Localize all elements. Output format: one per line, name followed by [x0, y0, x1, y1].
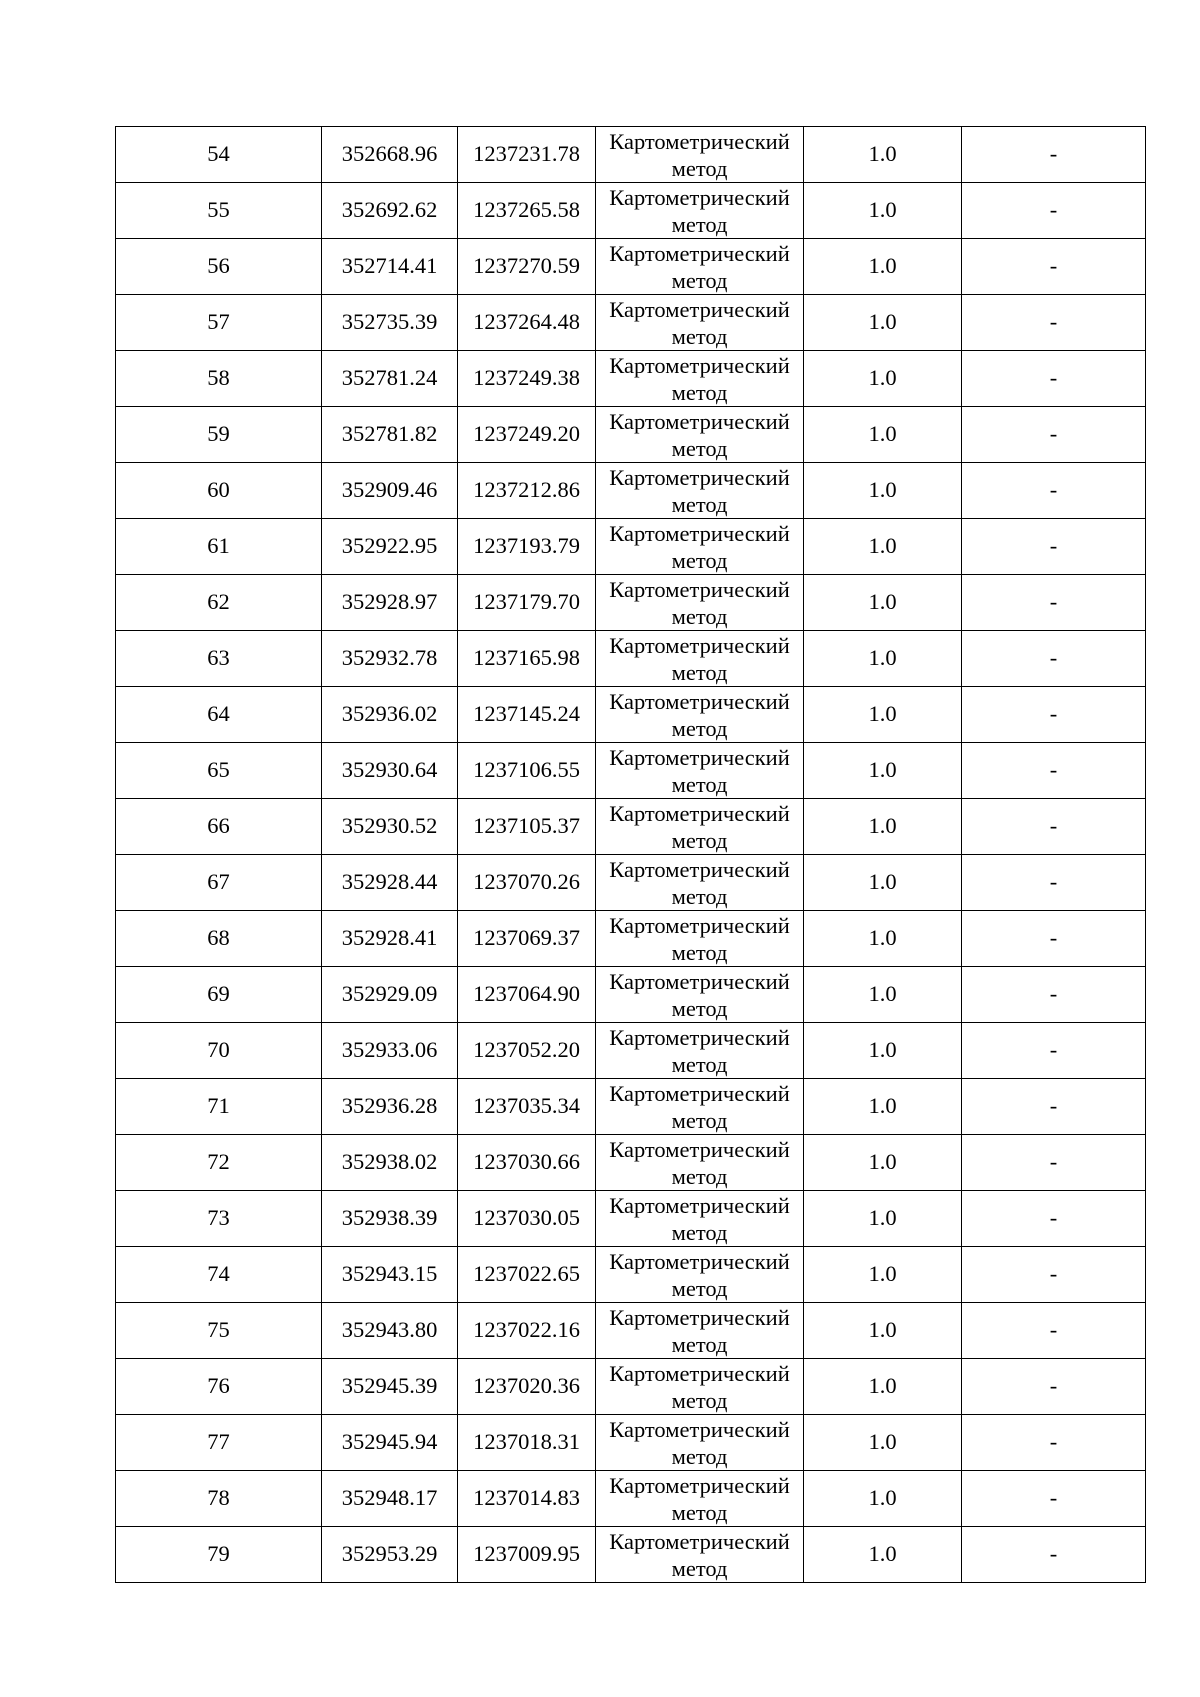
- method-line-1: Картометрический: [609, 129, 790, 154]
- point-number-cell: 64: [116, 687, 322, 743]
- table-row: [116, 911, 1146, 967]
- method-cell: [596, 855, 804, 911]
- point-number-cell: 75: [116, 1303, 322, 1359]
- method-cell: [596, 1079, 804, 1135]
- accuracy-cell: 1.0: [804, 1527, 962, 1583]
- y-coordinate-cell: 1237069.37: [458, 911, 596, 967]
- accuracy-cell: 1.0: [804, 575, 962, 631]
- table-row: [116, 407, 1146, 463]
- y-coordinate-cell: 1237022.16: [458, 1303, 596, 1359]
- y-coordinate-cell: 1237070.26: [458, 855, 596, 911]
- point-number-cell: 67: [116, 855, 322, 911]
- coordinates-table: [115, 126, 1146, 1583]
- note-cell: -: [962, 1415, 1146, 1471]
- y-coordinate-cell: 1237052.20: [458, 1023, 596, 1079]
- method-cell: [596, 239, 804, 295]
- method-line-2: метод: [671, 1332, 728, 1357]
- point-number-cell: 65: [116, 743, 322, 799]
- x-coordinate-cell: 352943.80: [322, 1303, 458, 1359]
- method-line-2: метод: [671, 772, 728, 797]
- note-cell: -: [962, 1359, 1146, 1415]
- x-coordinate-cell: 352948.17: [322, 1471, 458, 1527]
- y-coordinate-cell: 1237105.37: [458, 799, 596, 855]
- note-cell: -: [962, 127, 1146, 183]
- point-number-cell: 63: [116, 631, 322, 687]
- accuracy-cell: 1.0: [804, 1303, 962, 1359]
- x-coordinate-cell: 352928.97: [322, 575, 458, 631]
- y-coordinate-cell: 1237106.55: [458, 743, 596, 799]
- y-coordinate-cell: 1237264.48: [458, 295, 596, 351]
- accuracy-cell: 1.0: [804, 127, 962, 183]
- method-cell: [596, 1303, 804, 1359]
- method-line-1: Картометрический: [609, 745, 790, 770]
- method-line-2: метод: [671, 212, 728, 237]
- method-line-1: Картометрический: [609, 1305, 790, 1330]
- method-cell: [596, 575, 804, 631]
- method-line-2: метод: [671, 380, 728, 405]
- x-coordinate-cell: 352953.29: [322, 1527, 458, 1583]
- method-line-2: метод: [671, 324, 728, 349]
- x-coordinate-cell: 352936.02: [322, 687, 458, 743]
- x-coordinate-cell: 352930.64: [322, 743, 458, 799]
- table-row: [116, 631, 1146, 687]
- method-cell: [596, 519, 804, 575]
- point-number-cell: 57: [116, 295, 322, 351]
- method-cell: [596, 463, 804, 519]
- table-row: [116, 1359, 1146, 1415]
- note-cell: -: [962, 1303, 1146, 1359]
- method-cell: [596, 1359, 804, 1415]
- method-cell: [596, 183, 804, 239]
- method-line-1: Картометрический: [609, 969, 790, 994]
- table-row: [116, 687, 1146, 743]
- table-row: [116, 1023, 1146, 1079]
- y-coordinate-cell: 1237193.79: [458, 519, 596, 575]
- method-line-2: метод: [671, 156, 728, 181]
- note-cell: -: [962, 1527, 1146, 1583]
- note-cell: -: [962, 1191, 1146, 1247]
- note-cell: -: [962, 799, 1146, 855]
- method-line-2: метод: [671, 828, 728, 853]
- table-row: [116, 1303, 1146, 1359]
- accuracy-cell: 1.0: [804, 1359, 962, 1415]
- method-cell: [596, 127, 804, 183]
- note-cell: -: [962, 183, 1146, 239]
- note-cell: -: [962, 1079, 1146, 1135]
- x-coordinate-cell: 352938.02: [322, 1135, 458, 1191]
- accuracy-cell: 1.0: [804, 463, 962, 519]
- method-line-1: Картометрический: [609, 185, 790, 210]
- table-row: [116, 1135, 1146, 1191]
- method-line-1: Картометрический: [609, 1137, 790, 1162]
- method-cell: [596, 295, 804, 351]
- accuracy-cell: 1.0: [804, 295, 962, 351]
- x-coordinate-cell: 352945.94: [322, 1415, 458, 1471]
- x-coordinate-cell: 352714.41: [322, 239, 458, 295]
- method-cell: [596, 631, 804, 687]
- point-number-cell: 60: [116, 463, 322, 519]
- y-coordinate-cell: 1237265.58: [458, 183, 596, 239]
- x-coordinate-cell: 352928.44: [322, 855, 458, 911]
- point-number-cell: 69: [116, 967, 322, 1023]
- y-coordinate-cell: 1237009.95: [458, 1527, 596, 1583]
- method-line-1: Картометрический: [609, 913, 790, 938]
- method-line-1: Картометрический: [609, 577, 790, 602]
- table-row: [116, 1415, 1146, 1471]
- x-coordinate-cell: 352781.24: [322, 351, 458, 407]
- x-coordinate-cell: 352928.41: [322, 911, 458, 967]
- method-cell: [596, 687, 804, 743]
- method-line-1: Картометрический: [609, 353, 790, 378]
- y-coordinate-cell: 1237020.36: [458, 1359, 596, 1415]
- accuracy-cell: 1.0: [804, 1471, 962, 1527]
- accuracy-cell: 1.0: [804, 687, 962, 743]
- method-cell: [596, 1191, 804, 1247]
- table-row: [116, 183, 1146, 239]
- x-coordinate-cell: 352922.95: [322, 519, 458, 575]
- method-line-1: Картометрический: [609, 1025, 790, 1050]
- x-coordinate-cell: 352781.82: [322, 407, 458, 463]
- y-coordinate-cell: 1237165.98: [458, 631, 596, 687]
- method-cell: [596, 743, 804, 799]
- point-number-cell: 59: [116, 407, 322, 463]
- table-row: [116, 1527, 1146, 1583]
- method-line-2: метод: [671, 1164, 728, 1189]
- x-coordinate-cell: 352943.15: [322, 1247, 458, 1303]
- method-cell: [596, 1135, 804, 1191]
- table-row: [116, 295, 1146, 351]
- method-cell: [596, 911, 804, 967]
- point-number-cell: 58: [116, 351, 322, 407]
- point-number-cell: 77: [116, 1415, 322, 1471]
- method-cell: [596, 1247, 804, 1303]
- accuracy-cell: 1.0: [804, 1135, 962, 1191]
- method-line-2: метод: [671, 1052, 728, 1077]
- point-number-cell: 70: [116, 1023, 322, 1079]
- point-number-cell: 71: [116, 1079, 322, 1135]
- method-line-2: метод: [671, 716, 728, 741]
- table-row: [116, 1247, 1146, 1303]
- method-cell: [596, 1471, 804, 1527]
- table-row: [116, 799, 1146, 855]
- table-row: [116, 239, 1146, 295]
- method-line-2: метод: [671, 1220, 728, 1245]
- note-cell: -: [962, 575, 1146, 631]
- note-cell: -: [962, 967, 1146, 1023]
- point-number-cell: 72: [116, 1135, 322, 1191]
- table-row: [116, 519, 1146, 575]
- accuracy-cell: 1.0: [804, 1191, 962, 1247]
- accuracy-cell: 1.0: [804, 631, 962, 687]
- point-number-cell: 61: [116, 519, 322, 575]
- point-number-cell: 62: [116, 575, 322, 631]
- x-coordinate-cell: 352936.28: [322, 1079, 458, 1135]
- method-line-1: Картометрический: [609, 857, 790, 882]
- method-line-2: метод: [671, 1444, 728, 1469]
- point-number-cell: 79: [116, 1527, 322, 1583]
- point-number-cell: 68: [116, 911, 322, 967]
- method-line-2: метод: [671, 604, 728, 629]
- accuracy-cell: 1.0: [804, 183, 962, 239]
- note-cell: -: [962, 855, 1146, 911]
- y-coordinate-cell: 1237035.34: [458, 1079, 596, 1135]
- table-row: [116, 967, 1146, 1023]
- accuracy-cell: 1.0: [804, 743, 962, 799]
- y-coordinate-cell: 1237030.66: [458, 1135, 596, 1191]
- method-line-2: метод: [671, 492, 728, 517]
- note-cell: -: [962, 239, 1146, 295]
- method-cell: [596, 1415, 804, 1471]
- method-cell: [596, 351, 804, 407]
- method-line-1: Картометрический: [609, 1193, 790, 1218]
- point-number-cell: 66: [116, 799, 322, 855]
- method-cell: [596, 1527, 804, 1583]
- note-cell: -: [962, 295, 1146, 351]
- x-coordinate-cell: 352692.62: [322, 183, 458, 239]
- accuracy-cell: 1.0: [804, 239, 962, 295]
- method-line-1: Картометрический: [609, 409, 790, 434]
- table-row: [116, 575, 1146, 631]
- method-line-2: метод: [671, 996, 728, 1021]
- table-row: [116, 743, 1146, 799]
- method-line-1: Картометрический: [609, 1473, 790, 1498]
- method-line-1: Картометрический: [609, 1081, 790, 1106]
- accuracy-cell: 1.0: [804, 855, 962, 911]
- accuracy-cell: 1.0: [804, 1023, 962, 1079]
- method-line-1: Картометрический: [609, 521, 790, 546]
- method-line-1: Картометрический: [609, 1249, 790, 1274]
- note-cell: -: [962, 519, 1146, 575]
- table-row: [116, 1471, 1146, 1527]
- method-line-2: метод: [671, 1556, 728, 1581]
- accuracy-cell: 1.0: [804, 1415, 962, 1471]
- method-line-2: метод: [671, 436, 728, 461]
- note-cell: -: [962, 1023, 1146, 1079]
- accuracy-cell: 1.0: [804, 967, 962, 1023]
- table-row: [116, 1079, 1146, 1135]
- note-cell: -: [962, 1471, 1146, 1527]
- table-row: [116, 855, 1146, 911]
- x-coordinate-cell: 352735.39: [322, 295, 458, 351]
- point-number-cell: 56: [116, 239, 322, 295]
- method-cell: [596, 1023, 804, 1079]
- note-cell: -: [962, 911, 1146, 967]
- y-coordinate-cell: 1237030.05: [458, 1191, 596, 1247]
- accuracy-cell: 1.0: [804, 407, 962, 463]
- y-coordinate-cell: 1237270.59: [458, 239, 596, 295]
- point-number-cell: 55: [116, 183, 322, 239]
- y-coordinate-cell: 1237179.70: [458, 575, 596, 631]
- method-line-2: метод: [671, 660, 728, 685]
- method-line-1: Картометрический: [609, 1361, 790, 1386]
- table-row: [116, 463, 1146, 519]
- method-cell: [596, 799, 804, 855]
- method-line-2: метод: [671, 1500, 728, 1525]
- method-line-2: метод: [671, 1108, 728, 1133]
- accuracy-cell: 1.0: [804, 1079, 962, 1135]
- method-line-2: метод: [671, 1388, 728, 1413]
- accuracy-cell: 1.0: [804, 799, 962, 855]
- accuracy-cell: 1.0: [804, 1247, 962, 1303]
- method-line-1: Картометрический: [609, 465, 790, 490]
- x-coordinate-cell: 352909.46: [322, 463, 458, 519]
- table-row: [116, 127, 1146, 183]
- y-coordinate-cell: 1237018.31: [458, 1415, 596, 1471]
- point-number-cell: 54: [116, 127, 322, 183]
- method-line-2: метод: [671, 940, 728, 965]
- table-row: [116, 351, 1146, 407]
- y-coordinate-cell: 1237212.86: [458, 463, 596, 519]
- method-line-2: метод: [671, 548, 728, 573]
- note-cell: -: [962, 687, 1146, 743]
- accuracy-cell: 1.0: [804, 911, 962, 967]
- point-number-cell: 74: [116, 1247, 322, 1303]
- method-line-2: метод: [671, 268, 728, 293]
- method-line-1: Картометрический: [609, 633, 790, 658]
- y-coordinate-cell: 1237022.65: [458, 1247, 596, 1303]
- point-number-cell: 76: [116, 1359, 322, 1415]
- note-cell: -: [962, 463, 1146, 519]
- point-number-cell: 78: [116, 1471, 322, 1527]
- y-coordinate-cell: 1237145.24: [458, 687, 596, 743]
- method-line-1: Картометрический: [609, 801, 790, 826]
- accuracy-cell: 1.0: [804, 519, 962, 575]
- point-number-cell: 73: [116, 1191, 322, 1247]
- method-cell: [596, 407, 804, 463]
- method-line-1: Картометрический: [609, 1529, 790, 1554]
- note-cell: -: [962, 631, 1146, 687]
- x-coordinate-cell: 352929.09: [322, 967, 458, 1023]
- table-row: [116, 1191, 1146, 1247]
- accuracy-cell: 1.0: [804, 351, 962, 407]
- x-coordinate-cell: 352668.96: [322, 127, 458, 183]
- method-line-1: Картометрический: [609, 297, 790, 322]
- y-coordinate-cell: 1237249.20: [458, 407, 596, 463]
- y-coordinate-cell: 1237249.38: [458, 351, 596, 407]
- note-cell: -: [962, 407, 1146, 463]
- note-cell: -: [962, 1247, 1146, 1303]
- method-line-1: Картометрический: [609, 1417, 790, 1442]
- x-coordinate-cell: 352945.39: [322, 1359, 458, 1415]
- method-line-1: Картометрический: [609, 241, 790, 266]
- y-coordinate-cell: 1237064.90: [458, 967, 596, 1023]
- y-coordinate-cell: 1237231.78: [458, 127, 596, 183]
- note-cell: -: [962, 1135, 1146, 1191]
- x-coordinate-cell: 352930.52: [322, 799, 458, 855]
- y-coordinate-cell: 1237014.83: [458, 1471, 596, 1527]
- note-cell: -: [962, 351, 1146, 407]
- x-coordinate-cell: 352932.78: [322, 631, 458, 687]
- x-coordinate-cell: 352933.06: [322, 1023, 458, 1079]
- note-cell: -: [962, 743, 1146, 799]
- method-line-1: Картометрический: [609, 689, 790, 714]
- coordinates-table-body: [116, 127, 1146, 1583]
- method-line-2: метод: [671, 1276, 728, 1301]
- x-coordinate-cell: 352938.39: [322, 1191, 458, 1247]
- method-cell: [596, 967, 804, 1023]
- method-line-2: метод: [671, 884, 728, 909]
